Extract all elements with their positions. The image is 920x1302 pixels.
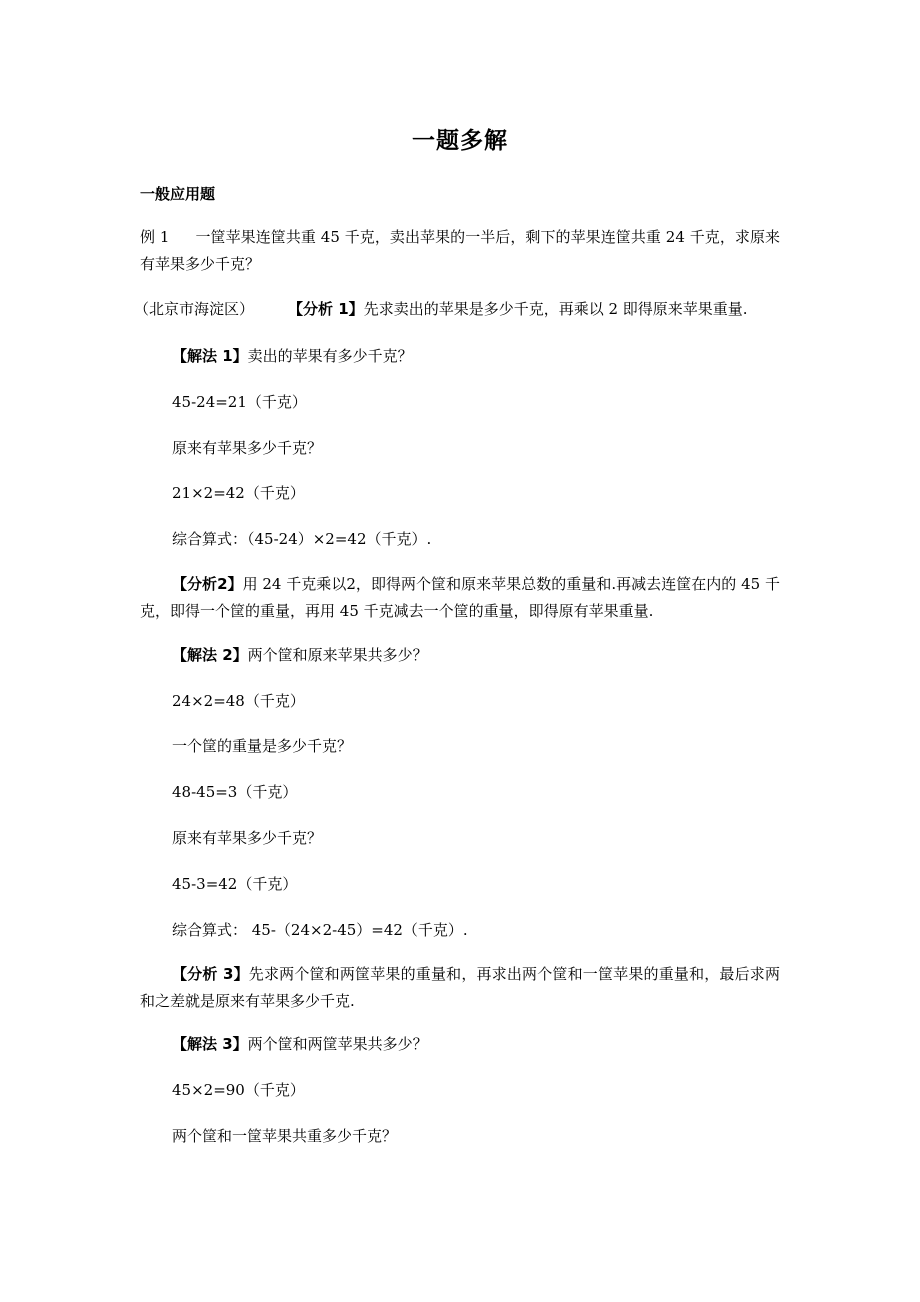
solution-2-line: 24×2=48（千克） (172, 692, 305, 710)
solution-3-tag: 【解法 3】 (172, 1035, 248, 1053)
solution-1-line: 21×2=42（千克） (172, 484, 305, 502)
solution-2-line: 48-45=3（千克） (172, 783, 298, 801)
analysis-3-tag: 【分析 3】 (172, 965, 249, 983)
solution-1-line: 45-24=21（千克） (172, 393, 307, 411)
solution-2-line: 45-3=42（千克） (172, 875, 298, 893)
analysis-2 (140, 571, 780, 625)
solution-1-tag: 【解法 1】 (172, 347, 248, 365)
analysis-3 (140, 961, 780, 1015)
solution-3-question (172, 1033, 428, 1055)
example-problem (140, 224, 780, 278)
solution-3-line: 45×2=90（千克） (172, 1081, 305, 1099)
solution-2-question-text: 两个筐和原来苹果共多少？ (247, 646, 428, 664)
solution-1-question (172, 345, 413, 367)
analysis-1-text: 先求卖出的苹果是多少千克，再乘以 2 即得原来苹果重量. (363, 300, 748, 318)
solution-3-line: 两个筐和一筐苹果共重多少千克？ (172, 1127, 398, 1145)
example-label: 例 1 (140, 228, 170, 246)
solution-1-question-text: 卖出的苹果有多少千克？ (247, 347, 413, 365)
analysis-1 (134, 298, 748, 320)
solution-1-line: 综合算式：（45-24）×2=42（千克）. (172, 530, 432, 548)
solution-2-question (172, 644, 428, 666)
section-heading: 一般应用题 (140, 185, 216, 203)
solution-3-question-text: 两个筐和两筐苹果共多少？ (247, 1035, 428, 1053)
example-text: 一筐苹果连筐共重 45 千克，卖出苹果的一半后，剩下的苹果连筐共重 24 千克，求原来有苹果多少千克？ (140, 228, 781, 273)
analysis-2-tag: 【分析2】 (172, 575, 243, 593)
solution-2-line: 原来有苹果多少千克？ (172, 829, 323, 847)
solution-2-tag: 【解法 2】 (172, 646, 248, 664)
source-note: （北京市海淀区） (134, 300, 255, 318)
analysis-1-tag: 【分析 1】 (288, 300, 364, 318)
page-title: 一题多解 (412, 128, 508, 154)
solution-2-line: 一个筐的重量是多少千克？ (172, 737, 353, 755)
solution-2-line: 综合算式： 45-（24×2-45）=42（千克）. (172, 921, 468, 939)
analysis-3-text: 先求两个筐和两筐苹果的重量和，再求出两个筐和一筐苹果的重量和，最后求两和之差就是原来有苹果多少千克. (140, 965, 780, 1010)
solution-1-line: 原来有苹果多少千克？ (172, 439, 323, 457)
analysis-2-text: 用 24 千克乘以2，即得两个筐和原来苹果总数的重量和.再减去连筐在内的 45 千克，即得一个筐的重量，再用 45 千克减去一个筐的重量，即得原有苹果重量. (140, 575, 781, 620)
